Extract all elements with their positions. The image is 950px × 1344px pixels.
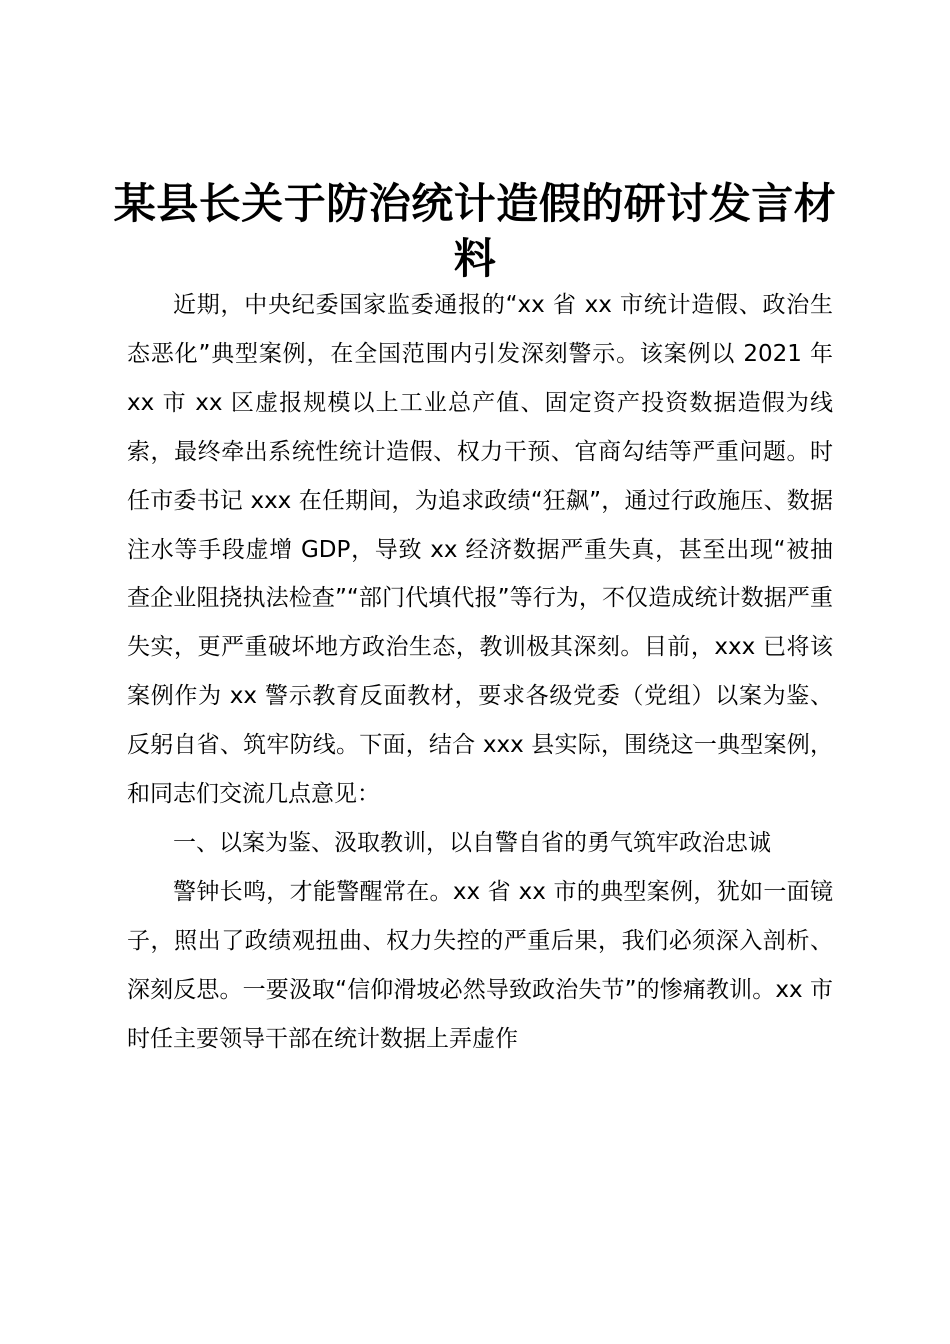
intro-paragraph: 近期，中央纪委国家监委通报的“xx 省 xx 市统计造假、政治生态恶化”典型案例，在全国范围内引发深刻警示。该案例以 2021 年 xx 市 xx 区虚报规模以上工业总产值、固定资产投资数据造假为线索，最终牵出系统性统计造假、权力干预、官商勾结等严重问题。时任市委书记 xxx 在任期间，为追求政绩“狂飙”，通过行政施压、数据注水等手段虚增 GDP，导致 xx 经济数据严重失真，甚至出现“被抽查企业阻挠执法检查”“部门代填代报”等行为，不仅造成统计数据严重失实，更严重破坏地方政治生态，教训极其深刻。目前，xxx 已将该案例作为 xx 警示教育反面教材，要求各级党委（党组）以案为鉴、反躬自省、筑牢防线。下面，结合 xxx 县实际，围绕这一典型案例，和同志们交流几点意见：: [127, 292, 833, 808]
section-heading: 一、以案为鉴、汲取教训，以自警自省的勇气筑牢政治忠诚: [173, 829, 771, 856]
document-title: 某县长关于防治统计造假的研讨发言材料: [113, 179, 837, 283]
body-paragraph: 警钟长鸣，才能警醒常在。xx 省 xx 市的典型案例，犹如一面镜子，照出了政绩观扭曲、权力失控的严重后果，我们必须深入剖析、深刻反思。一要汲取“信仰滑坡必然导致政治失节”的惨痛教训。xx 市时任主要领导干部在统计数据上弄虚作: [127, 878, 833, 1052]
document-body: [127, 281, 833, 1064]
